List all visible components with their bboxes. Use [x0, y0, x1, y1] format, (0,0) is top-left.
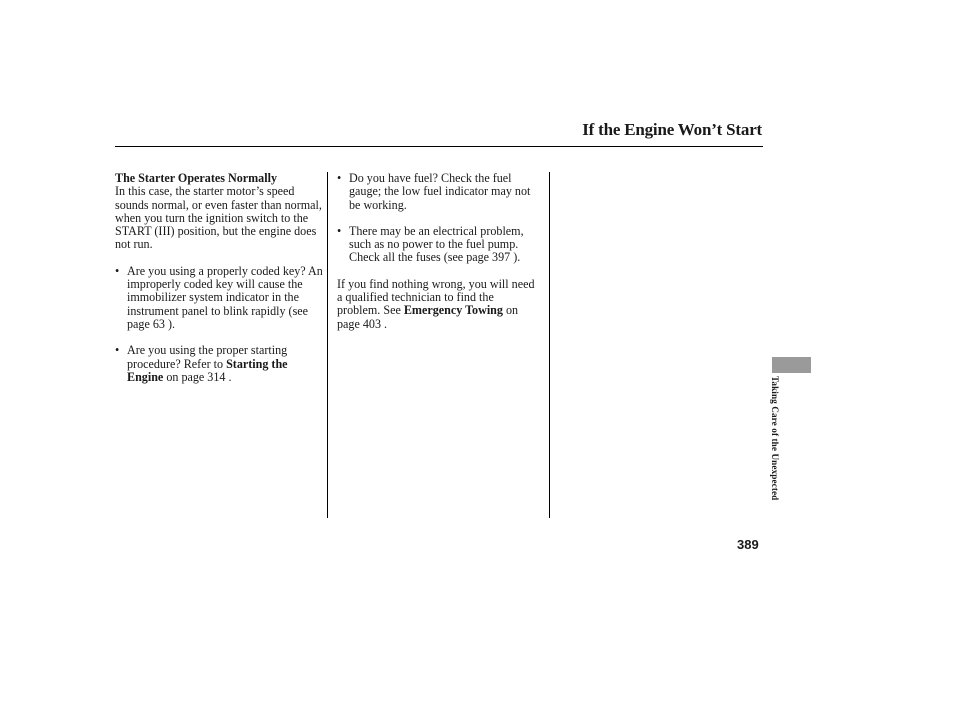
bullet-icon: • [337, 171, 342, 185]
column-1 [115, 172, 323, 384]
section-label [770, 376, 784, 536]
cross-reference-link[interactable]: Starting the Engine [127, 356, 288, 384]
section-tab [772, 357, 811, 373]
bullet-icon: • [115, 343, 120, 358]
bullet-text: There may be an electrical problem, such as no power to the fuel pump. Check all the fuses (see page 397 ). [349, 223, 524, 265]
bullet-text: on page 314 . [163, 369, 232, 384]
closing-text: on page 403 . [337, 303, 519, 331]
section-heading: The Starter Operates Normally [115, 171, 277, 185]
bullet-text: Are you using a properly coded key? An improperly coded key will cause the immobilizer system indicator in the instrument panel to blink rapidly (see page 63 ). [127, 263, 323, 331]
closing-text: If you find nothing wrong, you will need a qualified technician to find the problem. See [337, 276, 535, 318]
column-divider-1 [327, 172, 328, 518]
bullet-icon: • [337, 223, 342, 238]
list-item [337, 172, 537, 212]
page-title: If the Engine Won’t Start [582, 120, 762, 139]
intro-paragraph: In this case, the starter motor’s speed sounds normal, or even faster than normal, when you turn the ignition switch to the START (III) position, but the engine does not run. [115, 184, 322, 252]
page-number: 389 [737, 537, 759, 552]
list-item [115, 265, 323, 331]
column-divider-2 [549, 172, 550, 518]
section-label-text: Taking Care of the Unexpected [770, 376, 780, 501]
bullet-icon: • [115, 263, 120, 278]
cross-reference-link[interactable]: Emergency Towing [403, 303, 503, 318]
list-item [337, 225, 537, 265]
title-divider [115, 146, 763, 147]
column-2 [337, 172, 537, 331]
bullet-text: Do you have fuel? Check the fuel gauge; the low fuel indicator may not be working. [349, 171, 531, 212]
closing-paragraph [337, 278, 537, 331]
bullet-text: Are you using the proper starting procedure? Refer to [127, 343, 288, 371]
list-item [115, 344, 323, 384]
